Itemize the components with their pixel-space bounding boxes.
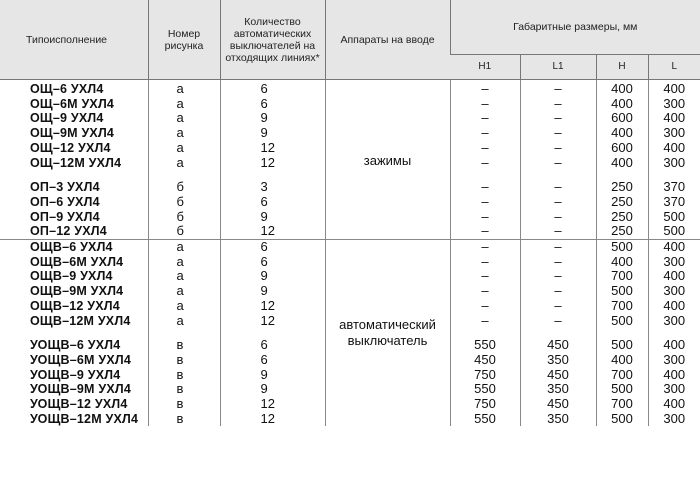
h-cell: 400 (596, 156, 648, 171)
h1-cell: – (450, 255, 520, 270)
spacer-cell (148, 170, 220, 180)
h-cell: 600 (596, 111, 648, 126)
h-cell: 250 (596, 210, 648, 225)
l1-cell: 450 (520, 338, 596, 353)
figure-cell: в (148, 353, 220, 368)
count-cell: 12 (220, 141, 325, 156)
figure-cell: а (148, 314, 220, 329)
l-cell: 500 (648, 224, 700, 239)
h-cell: 700 (596, 269, 648, 284)
l1-cell: – (520, 97, 596, 112)
type-cell: УОЩВ–6 УХЛ4 (30, 338, 121, 353)
l1-cell: – (520, 195, 596, 210)
h-cell: 400 (596, 97, 648, 112)
count-cell: 9 (220, 210, 325, 225)
h-cell: 250 (596, 180, 648, 195)
type-cell: ОЩ–12 УХЛ4 (30, 140, 111, 155)
l1-cell: 350 (520, 412, 596, 427)
figure-cell: а (148, 97, 220, 112)
figure-cell: б (148, 224, 220, 239)
h-cell: 500 (596, 412, 648, 427)
spacer-cell (520, 328, 596, 338)
spacer-cell (0, 328, 148, 338)
h-cell: 500 (596, 338, 648, 353)
l-cell: 400 (648, 397, 700, 412)
h1-cell: 750 (450, 397, 520, 412)
h-cell: 500 (596, 240, 648, 255)
spacer-cell (148, 328, 220, 338)
l-cell: 400 (648, 80, 700, 97)
l-cell: 300 (648, 156, 700, 171)
type-cell: ОЩВ–6 УХЛ4 (0, 240, 148, 255)
type-cell: ОЩ–9 УХЛ4 (30, 111, 104, 126)
figure-cell: а (148, 80, 220, 97)
count-cell: 9 (220, 284, 325, 299)
l1-cell: – (520, 284, 596, 299)
count-cell: 12 (220, 314, 325, 329)
l1-cell: 450 (520, 368, 596, 383)
l-cell: 300 (648, 255, 700, 270)
l-cell: 400 (648, 141, 700, 156)
l-cell: 300 (648, 97, 700, 112)
input-apparatus-cell: автоматический выключатель (325, 240, 450, 427)
count-cell: 9 (220, 269, 325, 284)
figure-cell: в (148, 397, 220, 412)
h1-cell: – (450, 210, 520, 225)
l-cell: 400 (648, 299, 700, 314)
l-cell: 500 (648, 210, 700, 225)
l1-cell: – (520, 269, 596, 284)
count-cell: 9 (220, 368, 325, 383)
h-cell: 400 (596, 353, 648, 368)
l1-cell: – (520, 224, 596, 239)
figure-cell: а (148, 284, 220, 299)
figure-cell: в (148, 412, 220, 427)
spacer-cell (450, 328, 520, 338)
type-cell: ОЩВ–9 УХЛ4 (30, 269, 113, 284)
type-cell: ОП–6 УХЛ4 (30, 194, 100, 209)
l-cell: 400 (648, 240, 700, 255)
h1-cell: – (450, 180, 520, 195)
h1-cell: 550 (450, 382, 520, 397)
l1-cell: – (520, 299, 596, 314)
l-cell: 370 (648, 195, 700, 210)
h1-cell: – (450, 126, 520, 141)
l1-cell: 350 (520, 353, 596, 368)
col-header-l: L (648, 55, 700, 80)
figure-cell: а (148, 141, 220, 156)
figure-cell: а (148, 126, 220, 141)
spacer-cell (220, 328, 325, 338)
count-cell: 12 (220, 397, 325, 412)
h-cell: 500 (596, 314, 648, 329)
l-cell: 300 (648, 353, 700, 368)
count-cell: 6 (220, 353, 325, 368)
figure-cell: б (148, 210, 220, 225)
figure-cell: в (148, 368, 220, 383)
count-cell: 12 (220, 224, 325, 239)
type-cell: ОЩ–6 УХЛ4 (30, 82, 104, 96)
l1-cell: 350 (520, 382, 596, 397)
figure-cell: а (148, 299, 220, 314)
l1-cell: – (520, 156, 596, 171)
figure-cell: а (148, 111, 220, 126)
count-cell: 6 (220, 255, 325, 270)
count-cell: 9 (220, 111, 325, 126)
spacer-cell (520, 170, 596, 180)
col-header-dims: Габаритные размеры, мм (450, 0, 700, 55)
l-cell: 300 (648, 284, 700, 299)
type-cell: ОП–12 УХЛ4 (30, 224, 107, 239)
spacer-cell (450, 170, 520, 180)
h1-cell: – (450, 156, 520, 171)
h1-cell: – (450, 195, 520, 210)
count-cell: 9 (220, 126, 325, 141)
h-cell: 400 (596, 255, 648, 270)
spacer-cell (596, 328, 648, 338)
h1-cell: – (450, 141, 520, 156)
count-cell: 6 (220, 97, 325, 112)
figure-cell: в (148, 382, 220, 397)
h-cell: 400 (596, 80, 648, 97)
h1-cell: – (450, 97, 520, 112)
h-cell: 250 (596, 224, 648, 239)
col-header-input: Аппараты на вводе (325, 0, 450, 80)
l-cell: 300 (648, 382, 700, 397)
col-header-count: Количество автоматических выключателей на отходящих линиях* (220, 0, 325, 80)
figure-cell: а (148, 240, 220, 255)
type-cell: ОП–9 УХЛ4 (30, 209, 100, 224)
type-cell: ОЩВ–9М УХЛ4 (30, 284, 124, 299)
l1-cell: – (520, 111, 596, 126)
h1-cell: – (450, 314, 520, 329)
h-cell: 700 (596, 397, 648, 412)
h-cell: 400 (596, 126, 648, 141)
l1-cell: – (520, 141, 596, 156)
count-cell: 6 (220, 338, 325, 353)
l1-cell: – (520, 180, 596, 195)
h1-cell: – (450, 80, 520, 97)
count-cell: 12 (220, 412, 325, 427)
h1-cell: – (450, 299, 520, 314)
h1-cell: – (450, 240, 520, 255)
l1-cell: – (520, 255, 596, 270)
l1-cell: – (520, 80, 596, 97)
type-cell: ОЩВ–6М УХЛ4 (30, 254, 124, 269)
l1-cell: – (520, 210, 596, 225)
table-body (0, 80, 700, 427)
h1-cell: – (450, 284, 520, 299)
h-cell: 700 (596, 368, 648, 383)
count-cell: 12 (220, 299, 325, 314)
type-cell: ОЩВ–12 УХЛ4 (30, 298, 120, 313)
count-cell: 3 (220, 180, 325, 195)
type-cell: УОЩВ–12 УХЛ4 (30, 397, 128, 412)
col-header-figure: Номер рисунка (148, 0, 220, 80)
col-header-h1: H1 (450, 55, 520, 80)
type-cell: ОЩ–6М УХЛ4 (30, 96, 115, 111)
h-cell: 250 (596, 195, 648, 210)
figure-cell: б (148, 195, 220, 210)
count-cell: 12 (220, 156, 325, 171)
h1-cell: 550 (450, 412, 520, 427)
spacer-cell (648, 328, 700, 338)
type-cell: УОЩВ–12М УХЛ4 (30, 411, 139, 426)
h-cell: 500 (596, 284, 648, 299)
table-row (0, 80, 700, 97)
type-cell: ОЩ–9М УХЛ4 (30, 126, 115, 141)
h1-cell: 450 (450, 353, 520, 368)
l-cell: 400 (648, 368, 700, 383)
count-cell: 6 (220, 80, 325, 97)
type-cell: ОП–3 УХЛ4 (30, 180, 100, 195)
col-header-h: H (596, 55, 648, 80)
h-cell: 600 (596, 141, 648, 156)
h1-cell: – (450, 269, 520, 284)
h-cell: 500 (596, 382, 648, 397)
count-cell: 9 (220, 382, 325, 397)
l1-cell: – (520, 126, 596, 141)
l-cell: 400 (648, 111, 700, 126)
l-cell: 300 (648, 314, 700, 329)
h1-cell: – (450, 111, 520, 126)
figure-cell: в (148, 338, 220, 353)
count-cell: 6 (220, 240, 325, 255)
type-cell: УОЩВ–6М УХЛ4 (30, 352, 131, 367)
l-cell: 400 (648, 338, 700, 353)
col-header-type: Типоисполнение (0, 0, 148, 80)
h1-cell: 550 (450, 338, 520, 353)
spacer-cell (220, 170, 325, 180)
figure-cell: а (148, 156, 220, 171)
l-cell: 400 (648, 269, 700, 284)
type-cell: УОЩВ–9 УХЛ4 (30, 367, 121, 382)
h1-cell: 750 (450, 368, 520, 383)
l1-cell: 450 (520, 397, 596, 412)
spacer-cell (648, 170, 700, 180)
col-header-l1: L1 (520, 55, 596, 80)
input-apparatus-cell: зажимы (325, 80, 450, 240)
l-cell: 300 (648, 126, 700, 141)
type-cell: ОЩ–12М УХЛ4 (30, 155, 122, 170)
type-cell: ОЩВ–12М УХЛ4 (30, 313, 131, 328)
spacer-cell (596, 170, 648, 180)
figure-cell: а (148, 255, 220, 270)
spacer-cell (0, 170, 148, 180)
h-cell: 700 (596, 299, 648, 314)
count-cell: 6 (220, 195, 325, 210)
l-cell: 300 (648, 412, 700, 427)
figure-cell: а (148, 269, 220, 284)
table-row (0, 240, 700, 255)
l1-cell: – (520, 240, 596, 255)
h1-cell: – (450, 224, 520, 239)
type-cell: УОЩВ–9М УХЛ4 (30, 382, 131, 397)
figure-cell: б (148, 180, 220, 195)
l1-cell: – (520, 314, 596, 329)
l-cell: 370 (648, 180, 700, 195)
